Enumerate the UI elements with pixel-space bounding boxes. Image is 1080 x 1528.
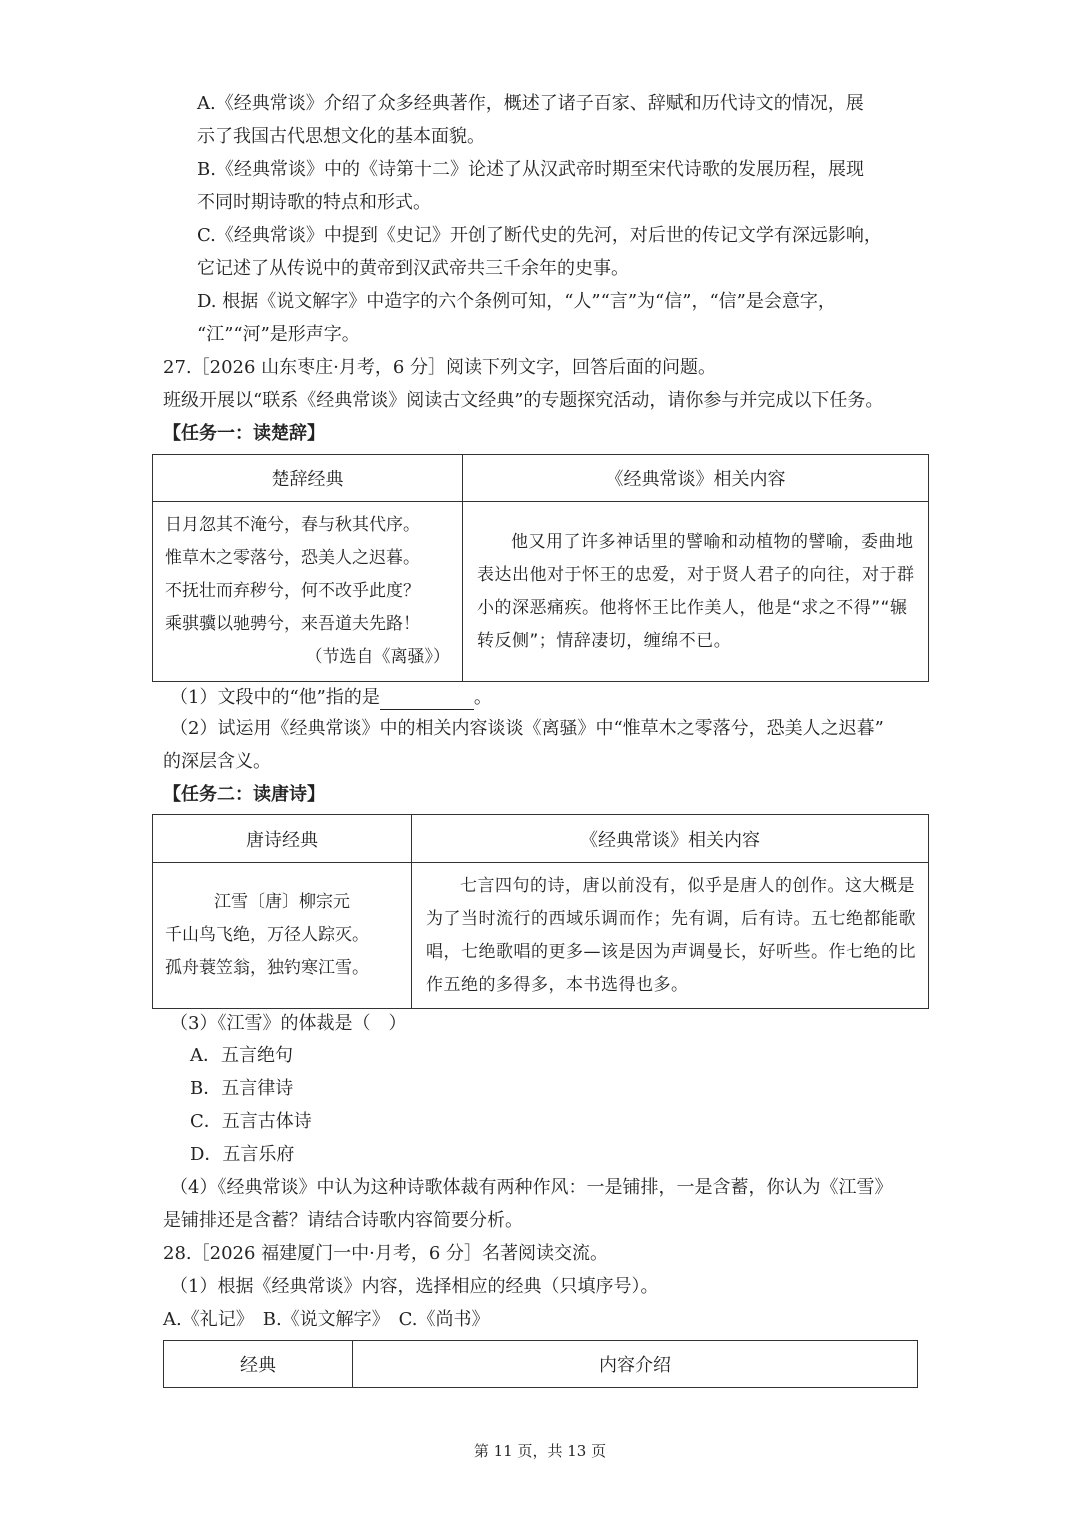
poem-line: 千山鸟飞绝，万径人踪灭。 [165, 925, 369, 945]
question-28-choices: A.《礼记》 B.《说文解字》 C.《尚书》 [163, 1309, 490, 1330]
task1-col1-header: 楚辞经典 [153, 455, 463, 502]
option-d-line1: D. 根据《说文解字》中造字的六个条例可知，“人”“言”为“信”，“信”是会意字， [197, 291, 836, 312]
task2-title: 【任务二：读唐诗】 [163, 784, 325, 805]
sub-question-4-line2: 是铺排还是含蓄？请结合诗歌内容简要分析。 [163, 1210, 523, 1231]
option-d-line2: “江”“河”是形声字。 [197, 324, 360, 345]
question-28-header: 28.［2026 福建厦门一中·月考，6 分］名著阅读交流。 [163, 1243, 609, 1264]
task2-table [152, 814, 929, 1009]
answer-blank[interactable] [380, 691, 474, 710]
page-footer: 第 11 页，共 13 页 [473, 1442, 607, 1460]
chuci-content-cell: 他又用了许多神话里的譬喻和动植物的譬喻，委曲地表达出他对于怀王的忠爱，对于贤人君子的向往，对于群小的深恶痛疾。他将怀王比作美人，他是“求之不得”“辗转反侧”；情辞凄切，缠绵不已。 [463, 502, 929, 682]
sub-question-1-end: 。 [473, 687, 492, 708]
sub-question-1 [170, 686, 492, 710]
option-c-line2: 它记述了从传说中的黄帝到汉武帝共三千余年的史事。 [197, 258, 629, 279]
q28-col1-header: 经典 [164, 1341, 353, 1388]
option-b-line1: B.《经典常谈》中的《诗第十二》论述了从汉武帝时期至宋代诗歌的发展历程，展现 [197, 159, 864, 180]
task1-col2-header: 《经典常谈》相关内容 [463, 455, 929, 502]
choice-a[interactable]: A．五言绝句 [190, 1045, 293, 1066]
poem-title: 江雪〔唐〕柳宗元 [214, 892, 350, 912]
sub-question-2-line1: （2）试运用《经典常谈》中的相关内容谈谈《离骚》中“惟草木之零落兮，恐美人之迟暮” [170, 718, 884, 739]
poem-line: 日月忽其不淹兮，春与秋其代序。 [165, 515, 420, 535]
option-b-line2: 不同时期诗歌的特点和形式。 [197, 192, 431, 213]
sub-question-2-line2: 的深层含义。 [163, 751, 271, 772]
tang-poem-cell [153, 863, 412, 1009]
task2-col1-header: 唐诗经典 [153, 815, 412, 863]
option-c-line1: C.《经典常谈》中提到《史记》开创了断代史的先河，对后世的传记文学有深远影响， [197, 225, 882, 246]
task1-table [152, 454, 929, 682]
chuci-poem-cell [153, 502, 463, 682]
task2-col2-header: 《经典常谈》相关内容 [412, 815, 929, 863]
tang-content-cell: 七言四句的诗，唐以前没有，似乎是唐人的创作。这大概是为了当时流行的西域乐调而作；先有调，后有诗。五七绝都能歌唱，七绝歌唱的更多—该是因为声调曼长，好听些。作七绝的比作五绝的多得多，本书选得也多。 [412, 863, 929, 1009]
sub-question-1-text: （1）文段中的“他”指的是 [170, 687, 380, 708]
poem-source: （节选自《离骚》） [305, 647, 450, 667]
q28-table [163, 1340, 918, 1388]
choice-c[interactable]: C．五言古体诗 [190, 1111, 312, 1132]
q28-col2-header: 内容介绍 [353, 1341, 918, 1388]
poem-line: 惟草木之零落兮，恐美人之迟暮。 [165, 548, 420, 568]
sub-question-4-line1: （4）《经典常谈》中认为这种诗歌体裁有两种作风：一是铺排，一是含蓄，你认为《江雪》 [170, 1177, 893, 1198]
option-a-line2: 示了我国古代思想文化的基本面貌。 [197, 126, 485, 147]
poem-line: 乘骐骥以驰骋兮，来吾道夫先路！ [165, 614, 420, 634]
question-27-intro: 班级开展以“联系《经典常谈》阅读古文经典”的专题探究活动，请你参与并完成以下任务。 [163, 390, 884, 411]
task1-title: 【任务一：读楚辞】 [163, 423, 325, 444]
poem-line: 孤舟蓑笠翁，独钓寒江雪。 [165, 958, 369, 978]
question-27-header: 27.［2026 山东枣庄·月考，6 分］阅读下列文字，回答后面的问题。 [163, 357, 717, 378]
choice-b[interactable]: B．五言律诗 [190, 1078, 294, 1099]
sub-question-3: （3）《江雪》的体裁是（ ） [170, 1013, 407, 1034]
poem-line: 不抚壮而弃秽兮，何不改乎此度？ [165, 581, 420, 601]
question-28-sub1: （1）根据《经典常谈》内容，选择相应的经典（只填序号）。 [170, 1276, 659, 1297]
choice-d[interactable]: D．五言乐府 [190, 1144, 295, 1165]
option-a-line1: A.《经典常谈》介绍了众多经典著作，概述了诸子百家、辞赋和历代诗文的情况，展 [197, 93, 864, 114]
